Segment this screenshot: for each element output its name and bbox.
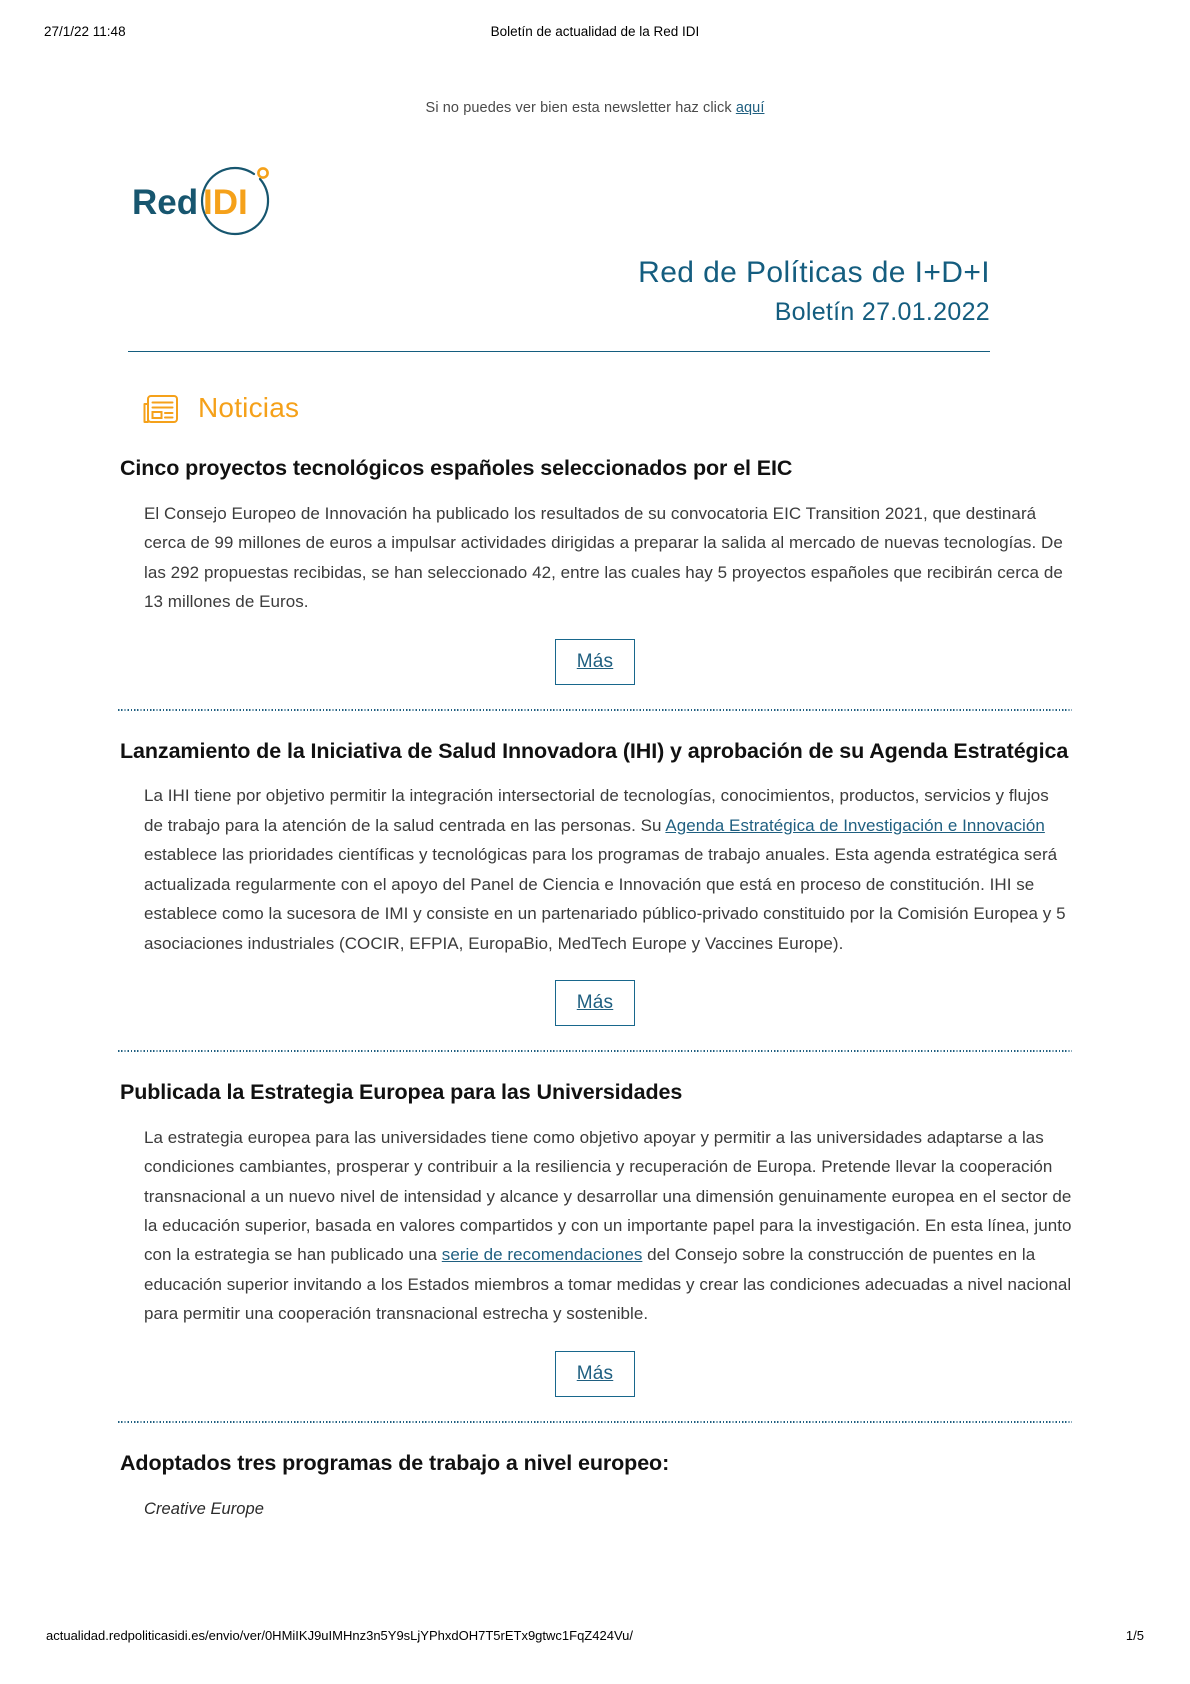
article-title: Publicada la Estrategia Europea para las Universidades [120,1079,683,1104]
article-body [144,781,1072,957]
more-button-container [118,1351,1072,1397]
masthead-title: Red de Políticas de I+D+I [638,256,990,289]
section-header-noticias [140,388,1190,428]
article-body-link[interactable]: serie de recomendaciones [441,1245,643,1265]
more-button[interactable]: Más [555,1351,636,1397]
article-body [144,499,1072,617]
preheader-link[interactable]: aquí [735,100,765,116]
print-header-datetime: 27/1/22 11:48 [44,24,126,39]
print-header-title: Boletín de actualidad de la Red IDI [490,24,700,39]
article-body-text: La IHI tiene por objetivo permitir la integración intersectorial de tecnologías, conocimientos, productos, servicios y flujos de trabajo para la atención de la salud centrada en las personas. Su [144,786,1049,835]
article-body-text: del Consejo sobre la construcción de puentes en la educación superior invitando a los Estados miembros a tomar medidas y crear las condiciones adecuadas a nivel nacional para permitir una cooperación transnacional estrecha y sostenible. [144,1245,1072,1324]
masthead [0,254,1190,329]
news-article [118,1423,1072,1524]
section-title: Noticias [198,392,300,424]
article-body [144,1495,1072,1524]
article-body [144,1123,1072,1329]
svg-text:Red: Red [132,183,199,222]
news-article [118,711,1072,1052]
more-button[interactable]: Más [555,639,636,685]
article-body-text: Creative Europe [144,1500,264,1519]
newsletter-body [0,78,1190,1524]
more-button-container [118,980,1072,1026]
newspaper-icon [140,388,182,428]
print-footer [0,1628,1190,1648]
masthead-subtitle: Boletín 27.01.2022 [774,297,990,326]
redidi-logo[interactable] [128,152,298,247]
article-title: Lanzamiento de la Iniciativa de Salud Innovadora (IHI) y aprobación de su Agenda Estratégica [120,738,1069,763]
article-body-link[interactable]: Agenda Estratégica de Investigación e Innovación [665,815,1045,835]
print-footer-page: 1/5 [1125,1628,1144,1643]
article-title: Cinco proyectos tecnológicos españoles seleccionados por el EIC [120,456,793,481]
svg-text:IDI: IDI [203,183,248,222]
article-body-text: establece las prioridades científicas y tecnológicas para los programas de trabajo anuales. Esta agenda estratégica será actualizada regularmente con el apoyo del Panel de Ciencia e Innovación que está en proceso de constitución. IHI se establece como la sucesora de IMI y consiste en un partenariado público-privado constituido por la Comisión Europea y 5 asociaciones industriales (COCIR, EFPIA, EuropaBio, MedTech Europe y Vaccines Europe). [144,845,1066,953]
articles-list [118,428,1072,1524]
news-article [118,1052,1072,1423]
preheader-text: Si no puedes ver bien esta newsletter haz click [425,100,736,116]
article-body-text: La estrategia europea para las universidades tiene como objetivo apoyar y permitir a las universidades adaptarse a las condiciones cambiantes, prosperar y contribuir a la resiliencia y recuperación de Europa. Pretende llevar la cooperación transnacional a un nuevo nivel de intensidad y alcance y desarrollar una dimensión genuinamente europea en el sector de la educación superior, basada en valores compartidos y con un importante papel para la investigación. En esta línea, junto con la estrategia se han publicado una [144,1127,1072,1265]
masthead-rule [128,351,990,352]
print-footer-url: actualidad.redpoliticasidi.es/envio/ver/0HMiIKJ9uIMHnz3n5Y9sLjYPhxdOH7T5rETx9gtwc1FqZ424Vu/ [46,1628,633,1643]
more-button[interactable]: Más [555,980,636,1026]
article-body-text: El Consejo Europeo de Innovación ha publicado los resultados de su convocatoria EIC Transition 2021, que destinará cerca de 99 millones de euros a impulsar actividades dirigidas a preparar la salida al mercado de nuevas tecnologías. De las 292 propuestas recibidas, se han seleccionado 42, entre las cuales hay 5 proyectos españoles que recibirán cerca de 13 millones de Euros. [144,504,1063,612]
more-button-container [118,639,1072,685]
print-header [0,24,1190,44]
news-article [118,428,1072,710]
preheader [0,100,1190,116]
article-title: Adoptados tres programas de trabajo a nivel europeo: [120,1450,670,1475]
logo-area [0,144,1190,254]
